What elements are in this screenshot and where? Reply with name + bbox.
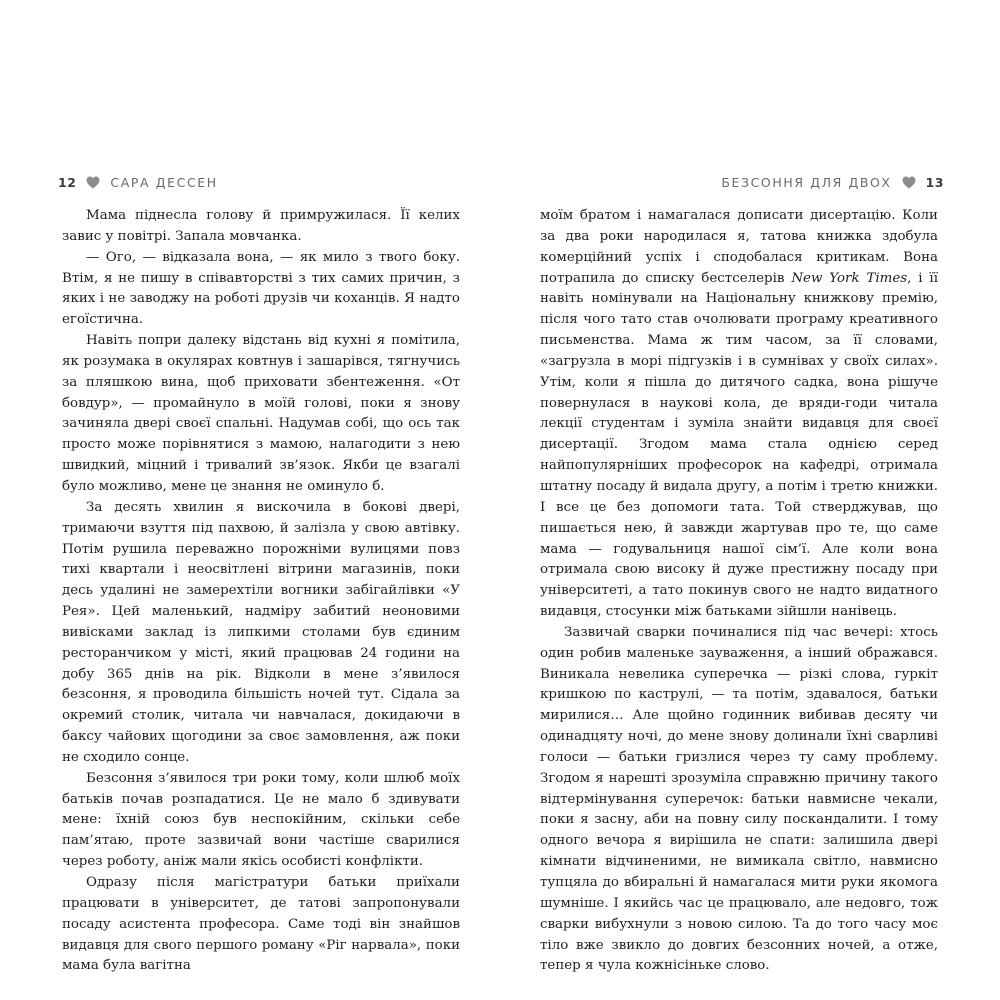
page-number-left: 12 bbox=[58, 174, 77, 190]
heart-icon bbox=[902, 176, 916, 189]
book-title: БЕЗСОННЯ ДЛЯ ДВОХ bbox=[721, 174, 892, 190]
paragraph: Навіть попри далеку відстань від кухні я помітила, як розумака в окулярах ковтнув і зашарівся, тягнучись за пляшкою вина, щоб приховати збентеження. «От бовдур», — промайнуло в моїй голові, поки я знову зачиняла двері своєї спальні. Надумав собі, що ось так просто може порівнятися з мамою, налагодити з нею швидкий, міцний і тривалий зв’язок. Якби це взагалі було можливо, мене це знання не оминуло б. bbox=[62, 333, 460, 494]
page-number-right: 13 bbox=[925, 174, 944, 190]
newspaper-title: New York Times bbox=[791, 270, 908, 286]
paragraph: Одразу після магістратури батьки приїхали працювати в університет, де татові запропонували посаду асистента професора. Саме тоді він знайшов видавця для свого першого роману «Ріг нарвала», поки мама була вагітна bbox=[62, 875, 460, 974]
paragraph: Мама піднесла голову й примружилася. Її келих завис у повітрі. Запала мовчанка. bbox=[62, 208, 460, 244]
author-name: САРА ДЕССЕН bbox=[110, 174, 218, 190]
paragraph: За десять хвилин я вискочила в бокові двері, тримаючи взуття під пахвою, й залізла у свою автівку. Потім рушила переважно порожніми вулицями повз тихі квартали і неосвітлені вітрини магазинів, поки десь удалині не замерехтіли вогники забігайлівки «У Рея». Цей маленький, надміру забитий неоновими вивісками заклад із липкими столами був єдиним ресторанчиком у місті, який працював 24 години на добу 365 днів на рік. Відколи в мене з’явилося безсоння, я проводила більшість ночей тут. Сідала за окремий столик, читала чи навчалася, докидаючи в баксу чайових щогодини за своє замовлення, аж поки не сходило сонце. bbox=[62, 499, 460, 765]
paragraph: Зазвичай сварки починалися під час вечері: хтось один робив маленьке зауваження, а інший ображався. Виникала невелика суперечка — різкі слова, гуркіт кришкою по каструлі, — та потім, здавалося, батьки мирилися… Але щойно годинник вибивав десяту чи одинадцяту ночі, до мене знову долинали їхні сварливі голоси — батьки гризлися через ту саму проблему. Згодом я нарешті зрозуміла справжню причину такого відтермінування суперечок: батьки навмисне чекали, поки я засну, аби на повну силу поскандалити. І тому одного вечора я вирішила не спати: залишила двері кімнати відчиненими, не вимикала світло, навмисно тупцяла до вбиральні й намагалася мити руки якомога шумніше. І якийсь час це працювало, але недовго, тож сварки вибухнули з новою силою. Та до того часу моє тіло вже звикло до довгих безсонних ночей, а отже, тепер я чула кожнісіньке слово. bbox=[540, 624, 938, 974]
continuation-text: моїм братом і намагалася дописати дисертацію. Коли за два роки народилася я, татова книжка здобула комерційний успіх і сподобалася критикам. Вона потрапила до списку бестселерів bbox=[540, 208, 938, 286]
paragraph: — Ого, — відказала вона, — як мило з твого боку. Втім, я не пишу в співавторстві з тих самих причин, з яких і не заводжу на роботі друзів чи коханців. Я надто егоїстична. bbox=[62, 249, 460, 328]
right-page bbox=[500, 0, 1000, 1000]
running-head-left bbox=[58, 172, 218, 192]
running-head-right bbox=[721, 172, 944, 192]
left-body-text bbox=[62, 206, 460, 977]
paragraph-continuation bbox=[540, 206, 938, 623]
continuation-text: , і її навіть номінували на Національну книжкову премію, після чого тато став очолювати програму креативного письменства. Мама ж тим часом, за її словами, «загрузла в морі підгузків і в сумнівах у своїх силах». Утім, коли я пішла до дитячого садка, вона рішуче повернулася в наукові кола, де вряди-годи читала лекції студентам і зуміла знайти видавця для своєї дисертації. Згодом мама стала однією серед найпопулярніших професорок на кафедрі, отримала штатну посаду й видала другу, а потім і третю книжки. І все це без допомоги тата. Той стверджував, що пишається нею, й завжди жартував про те, що саме мама — годувальниця нашої сім’ї. Але коли вона отримала свою високу й дуже престижну посаду при університеті, а тато покинув свого не надто видатного видавця, стосунки між батьками зійшли нанівець. bbox=[540, 270, 938, 620]
right-body-text bbox=[540, 206, 938, 977]
paragraph: Безсоння з’явилося три роки тому, коли шлюб моїх батьків почав розпадатися. Це не мало б здивувати мене: їхній союз був неспокійним, скільки себе пам’ятаю, проте зазвичай вони частіше сварилися через роботу, аніж мали якісь особисті конфлікти. bbox=[62, 770, 460, 870]
heart-icon bbox=[86, 176, 100, 189]
